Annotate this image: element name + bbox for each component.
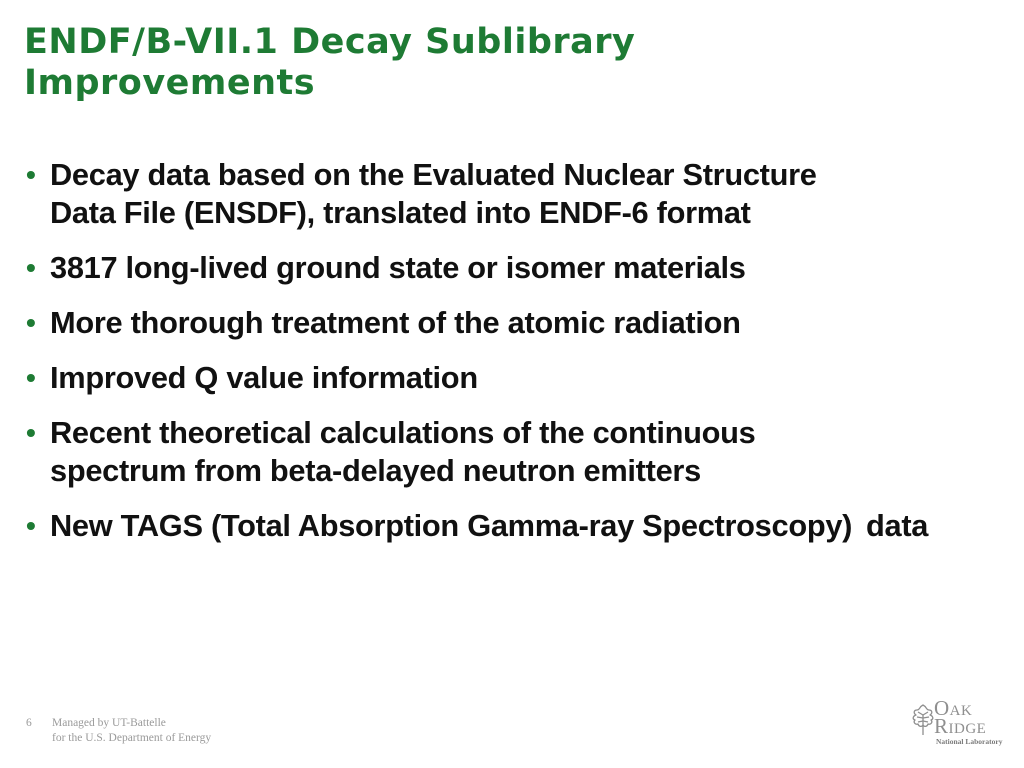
bullet-text-line: More thorough treatment of the atomic radiation [50, 305, 741, 340]
bullet-item [26, 156, 956, 232]
slide-title-line: Improvements [24, 63, 316, 103]
bullet-list [26, 156, 956, 562]
bullet-text-line: spectrum from beta-delayed neutron emitters [50, 453, 701, 488]
bullet-dot-icon: • [26, 510, 36, 541]
bullet-dot-icon: • [26, 417, 36, 448]
page-number: 6 [26, 717, 32, 729]
oak-ridge-logo [908, 697, 1004, 749]
bullet-item [26, 304, 956, 342]
bullet-text-line: Data File (ENSDF), translated into ENDF-6 format [50, 195, 751, 230]
logo-word-oak: Oak [934, 696, 973, 720]
slide-title-line: ENDF/B-VII.1 Decay Sublibrary [24, 22, 636, 62]
bullet-text-line: New TAGS (Total Absorption Gamma-ray Spectroscopy) [50, 508, 853, 543]
bullet-text-line: 3817 long-lived ground state or isomer materials [50, 250, 746, 285]
bullet-item [26, 507, 956, 545]
bullet-text-line: Improved Q value information [50, 360, 478, 395]
bullet-dot-icon: • [26, 252, 36, 283]
bullet-text-line: data [866, 508, 929, 543]
footer-line: for the U.S. Department of Energy [52, 732, 212, 744]
bullet-text-line: Recent theoretical calculations of the continuous [50, 415, 756, 450]
footer-text [52, 716, 312, 746]
bullet-item [26, 359, 956, 397]
bullet-dot-icon: • [26, 159, 36, 190]
bullet-text-line: Decay data based on the Evaluated Nuclear Structure [50, 157, 817, 192]
bullet-item [26, 414, 956, 490]
logo-subtitle: National Laboratory [936, 737, 1003, 746]
logo-word-ridge: Ridge [934, 714, 987, 738]
slide-title [24, 22, 924, 104]
bullet-dot-icon: • [26, 307, 36, 338]
bullet-dot-icon: • [26, 362, 36, 393]
bullet-item [26, 249, 956, 287]
footer-line: Managed by UT-Battelle [52, 717, 166, 729]
